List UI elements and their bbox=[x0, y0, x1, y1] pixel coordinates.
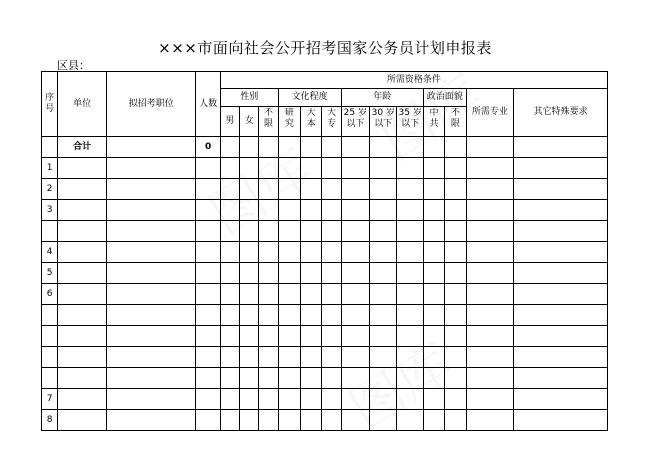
table-row bbox=[42, 410, 608, 431]
cell[interactable] bbox=[240, 179, 259, 200]
cell[interactable] bbox=[220, 305, 239, 326]
row-number: 3 bbox=[42, 200, 58, 221]
cell[interactable] bbox=[259, 263, 278, 284]
cell[interactable] bbox=[259, 305, 278, 326]
cell[interactable] bbox=[196, 221, 220, 242]
cell[interactable] bbox=[341, 179, 369, 200]
cell[interactable] bbox=[322, 305, 341, 326]
cell[interactable] bbox=[341, 137, 369, 158]
cell[interactable] bbox=[514, 284, 608, 305]
cell[interactable] bbox=[196, 305, 220, 326]
cell[interactable] bbox=[220, 137, 239, 158]
header-gender: 性别 bbox=[220, 89, 278, 107]
row-number: 1 bbox=[42, 158, 58, 179]
cell[interactable] bbox=[423, 305, 444, 326]
header-age: 年龄 bbox=[341, 89, 423, 107]
cell[interactable] bbox=[322, 347, 341, 368]
cell[interactable] bbox=[301, 389, 322, 410]
cell[interactable] bbox=[397, 326, 423, 347]
cell[interactable] bbox=[220, 410, 239, 431]
total-count: 0 bbox=[196, 137, 220, 158]
cell[interactable] bbox=[370, 410, 397, 431]
cell[interactable] bbox=[196, 158, 220, 179]
cell[interactable] bbox=[196, 242, 220, 263]
cell[interactable] bbox=[278, 242, 300, 263]
cell[interactable] bbox=[278, 305, 300, 326]
cell[interactable] bbox=[370, 368, 397, 389]
cell[interactable] bbox=[278, 179, 300, 200]
cell[interactable] bbox=[445, 368, 466, 389]
cell[interactable] bbox=[466, 389, 514, 410]
cell[interactable] bbox=[445, 137, 466, 158]
district-label: 区县： bbox=[57, 59, 90, 72]
cell[interactable] bbox=[259, 137, 278, 158]
cell[interactable] bbox=[423, 137, 444, 158]
cell[interactable] bbox=[58, 221, 107, 242]
header-edu-college: 大专 bbox=[322, 107, 341, 137]
cell[interactable] bbox=[107, 284, 196, 305]
cell[interactable] bbox=[423, 389, 444, 410]
cell[interactable] bbox=[445, 242, 466, 263]
cell[interactable] bbox=[514, 389, 608, 410]
cell[interactable] bbox=[466, 305, 514, 326]
header-education: 文化程度 bbox=[278, 89, 341, 107]
row-number: 4 bbox=[42, 242, 58, 263]
cell[interactable] bbox=[259, 368, 278, 389]
cell[interactable] bbox=[466, 200, 514, 221]
cell[interactable] bbox=[107, 200, 196, 221]
cell[interactable] bbox=[397, 347, 423, 368]
cell[interactable] bbox=[58, 200, 107, 221]
cell[interactable] bbox=[466, 347, 514, 368]
cell[interactable] bbox=[423, 326, 444, 347]
cell[interactable] bbox=[423, 284, 444, 305]
cell[interactable] bbox=[445, 263, 466, 284]
header-requirements: 所需资格条件 bbox=[220, 72, 607, 89]
header-count: 人数 bbox=[196, 72, 220, 137]
cell[interactable] bbox=[445, 221, 466, 242]
cell[interactable] bbox=[301, 284, 322, 305]
cell[interactable] bbox=[107, 137, 196, 158]
header-age-25: 25 岁以下 bbox=[341, 107, 369, 137]
header-edu-grad: 研究 bbox=[278, 107, 300, 137]
cell[interactable] bbox=[220, 200, 239, 221]
cell[interactable] bbox=[259, 221, 278, 242]
cell[interactable] bbox=[278, 389, 300, 410]
cell[interactable] bbox=[466, 263, 514, 284]
cell[interactable] bbox=[423, 221, 444, 242]
table-row bbox=[42, 179, 608, 200]
row-number: 8 bbox=[42, 410, 58, 431]
cell[interactable] bbox=[259, 158, 278, 179]
cell[interactable] bbox=[240, 284, 259, 305]
header-unit: 单位 bbox=[58, 72, 107, 137]
cell[interactable] bbox=[301, 263, 322, 284]
cell[interactable] bbox=[445, 389, 466, 410]
cell[interactable] bbox=[514, 263, 608, 284]
cell[interactable] bbox=[370, 326, 397, 347]
cell[interactable] bbox=[259, 326, 278, 347]
cell[interactable] bbox=[240, 137, 259, 158]
cell[interactable] bbox=[370, 221, 397, 242]
cell[interactable] bbox=[278, 221, 300, 242]
cell[interactable] bbox=[220, 284, 239, 305]
cell[interactable] bbox=[240, 200, 259, 221]
header-gender-any: 不限 bbox=[259, 107, 278, 137]
cell[interactable] bbox=[341, 158, 369, 179]
cell[interactable] bbox=[278, 347, 300, 368]
cell[interactable] bbox=[445, 200, 466, 221]
cell[interactable] bbox=[240, 326, 259, 347]
cell[interactable] bbox=[107, 347, 196, 368]
cell[interactable] bbox=[397, 368, 423, 389]
cell[interactable] bbox=[107, 242, 196, 263]
cell[interactable] bbox=[196, 389, 220, 410]
cell[interactable] bbox=[370, 284, 397, 305]
cell[interactable] bbox=[370, 263, 397, 284]
cell[interactable] bbox=[278, 158, 300, 179]
table-row bbox=[42, 242, 608, 263]
cell[interactable] bbox=[278, 137, 300, 158]
cell[interactable] bbox=[322, 137, 341, 158]
row-number bbox=[42, 221, 58, 242]
cell[interactable] bbox=[341, 221, 369, 242]
header-edu-bachelor: 大本 bbox=[301, 107, 322, 137]
cell[interactable] bbox=[466, 368, 514, 389]
cell[interactable] bbox=[259, 284, 278, 305]
cell[interactable] bbox=[220, 263, 239, 284]
row-number bbox=[42, 326, 58, 347]
cell[interactable] bbox=[397, 200, 423, 221]
cell[interactable] bbox=[322, 284, 341, 305]
table-row bbox=[42, 326, 608, 347]
cell[interactable] bbox=[397, 179, 423, 200]
cell[interactable] bbox=[466, 284, 514, 305]
cell[interactable] bbox=[466, 158, 514, 179]
cell[interactable] bbox=[259, 410, 278, 431]
cell[interactable] bbox=[423, 410, 444, 431]
total-row bbox=[42, 137, 608, 158]
cell[interactable] bbox=[107, 158, 196, 179]
cell[interactable] bbox=[301, 242, 322, 263]
cell[interactable] bbox=[341, 263, 369, 284]
cell[interactable] bbox=[322, 410, 341, 431]
cell[interactable] bbox=[341, 326, 369, 347]
header-political: 政治面貌 bbox=[423, 89, 466, 107]
cell[interactable] bbox=[220, 368, 239, 389]
cell[interactable] bbox=[196, 347, 220, 368]
cell[interactable] bbox=[107, 305, 196, 326]
cell[interactable] bbox=[370, 242, 397, 263]
cell[interactable] bbox=[301, 326, 322, 347]
cell[interactable] bbox=[445, 305, 466, 326]
cell[interactable] bbox=[514, 410, 608, 431]
cell[interactable] bbox=[301, 158, 322, 179]
cell[interactable] bbox=[370, 158, 397, 179]
cell[interactable] bbox=[240, 347, 259, 368]
cell[interactable] bbox=[322, 326, 341, 347]
total-label: 合计 bbox=[58, 137, 107, 158]
cell[interactable] bbox=[397, 305, 423, 326]
header-pol-ccp: 中共 bbox=[423, 107, 444, 137]
row-number: 5 bbox=[42, 263, 58, 284]
cell[interactable] bbox=[220, 326, 239, 347]
cell[interactable] bbox=[322, 242, 341, 263]
cell[interactable] bbox=[196, 410, 220, 431]
cell[interactable] bbox=[259, 179, 278, 200]
cell[interactable] bbox=[514, 368, 608, 389]
cell[interactable] bbox=[466, 137, 514, 158]
cell[interactable] bbox=[397, 263, 423, 284]
cell[interactable] bbox=[58, 389, 107, 410]
cell[interactable] bbox=[301, 137, 322, 158]
cell[interactable] bbox=[107, 389, 196, 410]
cell[interactable] bbox=[301, 221, 322, 242]
cell[interactable] bbox=[259, 389, 278, 410]
cell[interactable] bbox=[370, 347, 397, 368]
cell[interactable] bbox=[107, 326, 196, 347]
table-row bbox=[42, 263, 608, 284]
cell[interactable] bbox=[322, 368, 341, 389]
cell[interactable] bbox=[322, 200, 341, 221]
cell[interactable] bbox=[107, 179, 196, 200]
cell[interactable] bbox=[322, 179, 341, 200]
table-row bbox=[42, 200, 608, 221]
cell[interactable] bbox=[301, 410, 322, 431]
cell[interactable] bbox=[514, 200, 608, 221]
cell[interactable] bbox=[423, 158, 444, 179]
cell[interactable] bbox=[514, 137, 608, 158]
cell[interactable] bbox=[301, 347, 322, 368]
application-table bbox=[41, 71, 608, 431]
row-number: 2 bbox=[42, 179, 58, 200]
cell[interactable] bbox=[301, 368, 322, 389]
row-number: 7 bbox=[42, 389, 58, 410]
cell[interactable] bbox=[514, 221, 608, 242]
cell[interactable] bbox=[42, 137, 58, 158]
cell[interactable] bbox=[514, 305, 608, 326]
table-row bbox=[42, 368, 608, 389]
cell[interactable] bbox=[240, 263, 259, 284]
cell[interactable] bbox=[196, 368, 220, 389]
cell[interactable] bbox=[397, 137, 423, 158]
cell[interactable] bbox=[370, 179, 397, 200]
cell[interactable] bbox=[220, 389, 239, 410]
cell[interactable] bbox=[196, 284, 220, 305]
cell[interactable] bbox=[259, 200, 278, 221]
cell[interactable] bbox=[341, 347, 369, 368]
cell[interactable] bbox=[278, 284, 300, 305]
cell[interactable] bbox=[196, 326, 220, 347]
cell[interactable] bbox=[445, 347, 466, 368]
header-pol-any: 不限 bbox=[445, 107, 466, 137]
cell[interactable] bbox=[301, 305, 322, 326]
cell[interactable] bbox=[58, 410, 107, 431]
cell[interactable] bbox=[322, 221, 341, 242]
cell[interactable] bbox=[58, 179, 107, 200]
cell[interactable] bbox=[466, 221, 514, 242]
header-seq: 序号 bbox=[42, 72, 58, 137]
cell[interactable] bbox=[278, 200, 300, 221]
header-major: 所需专业 bbox=[466, 89, 514, 137]
cell[interactable] bbox=[58, 158, 107, 179]
cell[interactable] bbox=[58, 368, 107, 389]
cell[interactable] bbox=[341, 389, 369, 410]
cell[interactable] bbox=[220, 158, 239, 179]
cell[interactable] bbox=[397, 221, 423, 242]
cell[interactable] bbox=[423, 263, 444, 284]
table-row bbox=[42, 305, 608, 326]
cell[interactable] bbox=[240, 158, 259, 179]
cell[interactable] bbox=[220, 242, 239, 263]
cell[interactable] bbox=[259, 242, 278, 263]
cell[interactable] bbox=[341, 284, 369, 305]
cell[interactable] bbox=[220, 221, 239, 242]
cell[interactable] bbox=[397, 389, 423, 410]
table-row bbox=[42, 347, 608, 368]
cell[interactable] bbox=[240, 221, 259, 242]
header-age-35: 35 岁以下 bbox=[397, 107, 423, 137]
cell[interactable] bbox=[466, 179, 514, 200]
row-number bbox=[42, 347, 58, 368]
cell[interactable] bbox=[514, 326, 608, 347]
cell[interactable] bbox=[397, 158, 423, 179]
cell[interactable] bbox=[514, 347, 608, 368]
cell[interactable] bbox=[423, 368, 444, 389]
cell[interactable] bbox=[514, 158, 608, 179]
cell[interactable] bbox=[58, 305, 107, 326]
table-row bbox=[42, 158, 608, 179]
cell[interactable] bbox=[278, 410, 300, 431]
header-position: 拟招考职位 bbox=[107, 72, 196, 137]
cell[interactable] bbox=[301, 200, 322, 221]
cell[interactable] bbox=[58, 242, 107, 263]
row-number: 6 bbox=[42, 284, 58, 305]
cell[interactable] bbox=[445, 410, 466, 431]
cell[interactable] bbox=[397, 242, 423, 263]
cell[interactable] bbox=[107, 221, 196, 242]
row-number bbox=[42, 368, 58, 389]
cell[interactable] bbox=[240, 368, 259, 389]
cell[interactable] bbox=[423, 200, 444, 221]
cell[interactable] bbox=[370, 200, 397, 221]
cell[interactable] bbox=[423, 179, 444, 200]
cell[interactable] bbox=[322, 389, 341, 410]
cell[interactable] bbox=[445, 326, 466, 347]
cell[interactable] bbox=[423, 242, 444, 263]
cell[interactable] bbox=[259, 347, 278, 368]
cell[interactable] bbox=[466, 410, 514, 431]
cell[interactable] bbox=[370, 389, 397, 410]
cell[interactable] bbox=[107, 263, 196, 284]
cell[interactable] bbox=[301, 179, 322, 200]
header-male: 男 bbox=[220, 107, 239, 137]
cell[interactable] bbox=[58, 263, 107, 284]
cell[interactable] bbox=[514, 242, 608, 263]
page-title: ×××市面向社会公开招考国家公务员计划申报表 bbox=[158, 39, 492, 57]
cell[interactable] bbox=[322, 263, 341, 284]
cell[interactable] bbox=[278, 263, 300, 284]
header-female: 女 bbox=[240, 107, 259, 137]
cell[interactable] bbox=[58, 284, 107, 305]
cell[interactable] bbox=[278, 326, 300, 347]
cell[interactable] bbox=[397, 410, 423, 431]
cell[interactable] bbox=[240, 305, 259, 326]
cell[interactable] bbox=[196, 179, 220, 200]
cell[interactable] bbox=[341, 242, 369, 263]
row-number bbox=[42, 305, 58, 326]
cell[interactable] bbox=[341, 305, 369, 326]
cell[interactable] bbox=[240, 410, 259, 431]
cell[interactable] bbox=[322, 158, 341, 179]
cell[interactable] bbox=[220, 347, 239, 368]
header-age-30: 30 岁以下 bbox=[370, 107, 397, 137]
cell[interactable] bbox=[278, 368, 300, 389]
cell[interactable] bbox=[58, 347, 107, 368]
cell[interactable] bbox=[196, 200, 220, 221]
table-row bbox=[42, 284, 608, 305]
cell[interactable] bbox=[423, 347, 444, 368]
cell[interactable] bbox=[107, 410, 196, 431]
cell[interactable] bbox=[341, 368, 369, 389]
cell[interactable] bbox=[107, 368, 196, 389]
cell[interactable] bbox=[220, 179, 239, 200]
table-row bbox=[42, 389, 608, 410]
cell[interactable] bbox=[58, 326, 107, 347]
cell[interactable] bbox=[196, 263, 220, 284]
cell[interactable] bbox=[370, 305, 397, 326]
header-other: 其它特殊要求 bbox=[514, 89, 608, 137]
cell[interactable] bbox=[397, 284, 423, 305]
cell[interactable] bbox=[445, 158, 466, 179]
cell[interactable] bbox=[445, 284, 466, 305]
table-row bbox=[42, 221, 608, 242]
cell[interactable] bbox=[466, 242, 514, 263]
cell[interactable] bbox=[514, 179, 608, 200]
cell[interactable] bbox=[341, 410, 369, 431]
cell[interactable] bbox=[341, 200, 369, 221]
cell[interactable] bbox=[240, 389, 259, 410]
cell[interactable] bbox=[370, 137, 397, 158]
cell[interactable] bbox=[466, 326, 514, 347]
cell[interactable] bbox=[445, 179, 466, 200]
cell[interactable] bbox=[240, 242, 259, 263]
